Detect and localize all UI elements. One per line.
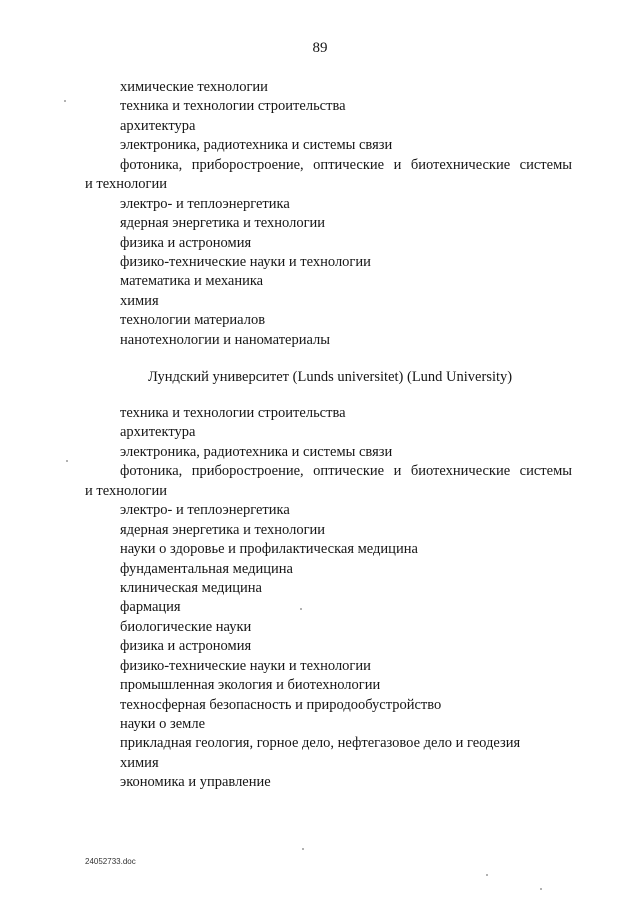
- list-item: химические технологии: [120, 79, 268, 95]
- list-item: физико-технические науки и технологии: [120, 657, 371, 674]
- list-item: промышленная экология и биотехнологии: [120, 677, 381, 694]
- list-item: фармация: [120, 599, 181, 616]
- list-item: техносферная безопасность и природообустройство: [120, 696, 442, 713]
- list-item: ядерная энергетика и технологии: [120, 521, 326, 538]
- specialty-list-2: [0, 404, 640, 793]
- list-item: электроника, радиотехника и системы связи: [120, 443, 393, 460]
- list-item: архитектура: [120, 117, 196, 134]
- list-item: архитектура: [120, 424, 196, 441]
- list-item: электро- и теплоэнергетика: [120, 195, 290, 212]
- list-item: физико-технические науки и технологии: [120, 253, 371, 270]
- list-item-continuation: и технологии: [85, 482, 167, 499]
- list-item: техника и технологии строительства: [120, 98, 346, 115]
- list-item: экономика и управление: [120, 774, 271, 791]
- list-item: нанотехнологии и наноматериалы: [120, 331, 331, 348]
- list-item: технологии материалов: [120, 312, 266, 329]
- list-item: электроника, радиотехника и системы связи: [120, 137, 393, 154]
- list-item: химия: [120, 754, 159, 771]
- list-item: фотоника, приборостроение, оптические и биотехнические системы: [120, 463, 572, 480]
- scan-speck: [540, 888, 542, 890]
- list-item: науки о здоровье и профилактическая медицина: [120, 541, 418, 558]
- specialty-list-1: [0, 78, 640, 350]
- list-item: клиническая медицина: [120, 579, 262, 596]
- list-item: фундаментальная медицина: [120, 560, 293, 577]
- footer-filename: 24052733.doc: [85, 857, 136, 866]
- list-item: прикладная геология, горное дело, нефтегазовое дело и геодезия: [120, 735, 521, 752]
- scan-speck: [486, 874, 488, 876]
- list-item: техника и технологии строительства: [120, 405, 346, 421]
- list-item: биологические науки: [120, 618, 252, 635]
- list-item: химия: [120, 292, 159, 309]
- list-item: науки о земле: [120, 716, 206, 732]
- list-item: ядерная энергетика и технологии: [120, 215, 326, 232]
- list-item-continuation: и технологии: [85, 176, 167, 193]
- scan-speck: [300, 608, 302, 610]
- university-heading: Лундский университет (Lunds universitet) (Lund University): [148, 369, 513, 385]
- list-item: фотоника, приборостроение, оптические и биотехнические системы: [120, 156, 572, 173]
- scan-speck: [66, 460, 68, 462]
- list-item: математика и механика: [120, 273, 264, 290]
- list-item: физика и астрономия: [120, 638, 252, 655]
- list-item: электро- и теплоэнергетика: [120, 502, 290, 519]
- scan-speck: [64, 100, 66, 102]
- scan-speck: [302, 848, 304, 850]
- list-item: физика и астрономия: [120, 234, 252, 251]
- page-number: 89: [312, 40, 328, 56]
